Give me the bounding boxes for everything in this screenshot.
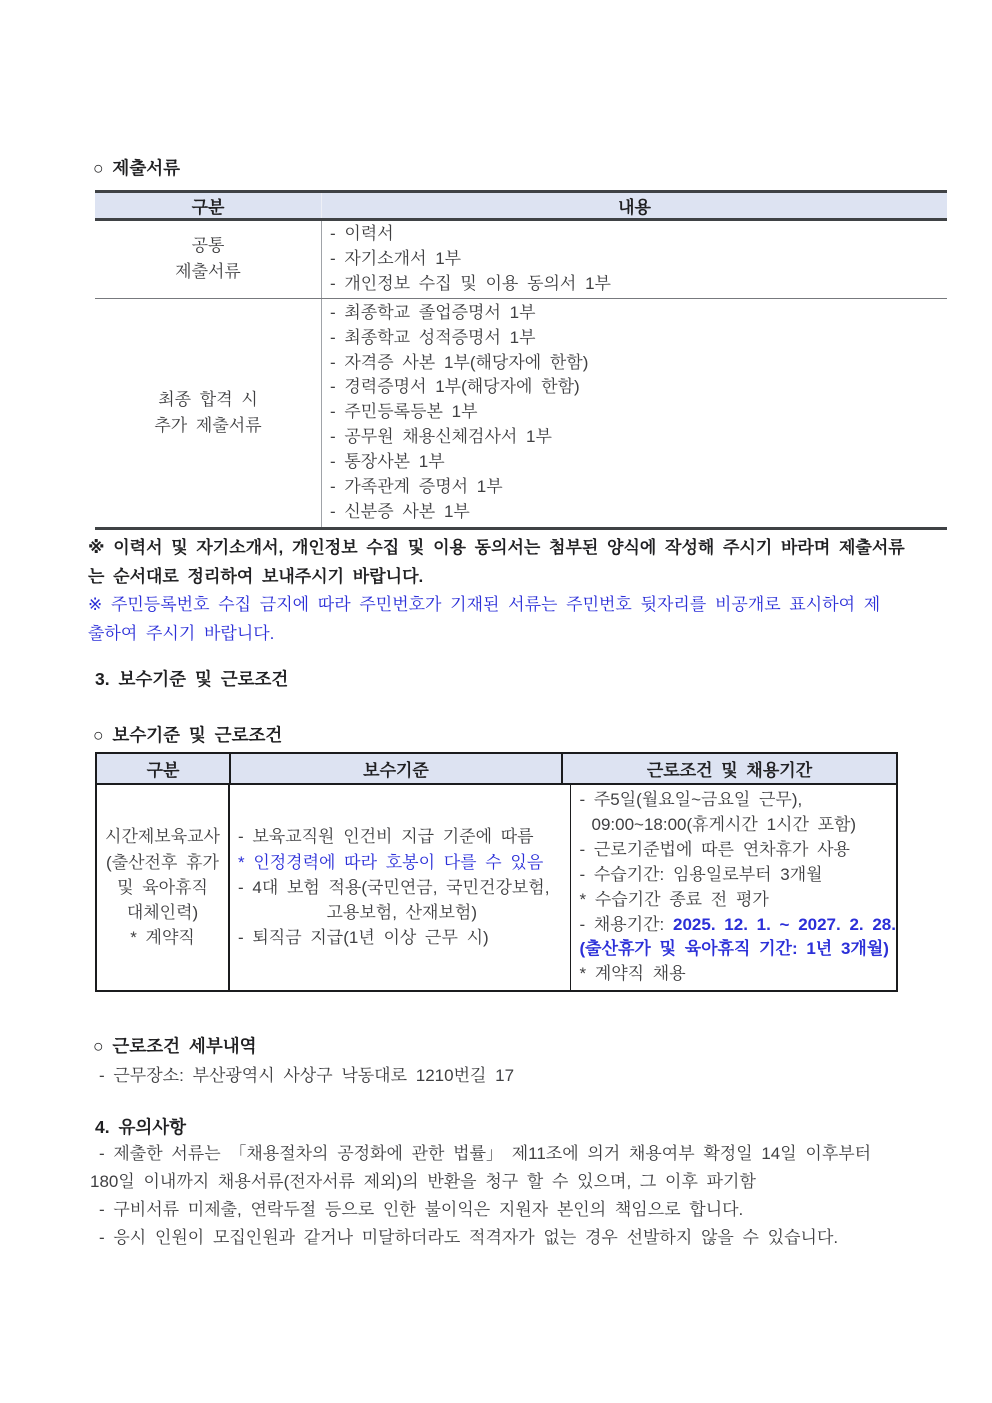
submission-table (95, 190, 947, 530)
submission-header-content: 내용 (618, 198, 651, 217)
pay-header-standard: 보수기준 (363, 761, 429, 780)
document-item: - 자기소개서 1부 (330, 248, 462, 268)
row-label-line: 최종 합격 시 (158, 389, 258, 409)
document-item: - 주민등록등본 1부 (330, 402, 478, 422)
row-content-final (322, 299, 947, 527)
hire-period-dates: 2025. 12. 1. ~ 2027. 2. 28. (673, 914, 896, 934)
document-item: - 이력서 (330, 224, 394, 243)
work-condition-line: - 주5일(월요일~금요일 근무), (579, 790, 803, 809)
hire-period-note: (출산휴가 및 육아휴직 기간: 1년 3개월) (579, 939, 889, 959)
job-category-line: 시간제보육교사 (105, 827, 220, 847)
hire-period-line (579, 913, 896, 938)
workplace-line: - 근무장소: 부산광역시 사상구 낙동대로 1210번길 17 (99, 1066, 515, 1085)
document-item: - 자격증 사본 1부(해당자에 한함) (330, 352, 589, 372)
work-conditions-cell (571, 785, 896, 990)
row-label-line: 제출서류 (175, 262, 241, 282)
row-label-common (95, 221, 321, 298)
contract-hire-line: * 계약직 채용 (579, 964, 686, 984)
job-category-cell (97, 785, 228, 990)
table-row (95, 298, 947, 527)
row-label-line: 추가 제출서류 (154, 415, 262, 435)
caution-section-title: 4. 유의사항 (95, 1117, 187, 1137)
caution-line: - 구비서류 미제출, 연락두절 등으로 인한 불이익은 지원자 본인의 책임으로 합니다. (99, 1200, 744, 1219)
table-row (95, 221, 947, 298)
pay-subsection-title: ○ 보수기준 및 근로조건 (93, 725, 283, 745)
pay-header-conditions: 근로조건 및 채용기간 (646, 761, 813, 780)
document-item: - 통장사본 1부 (330, 452, 445, 472)
row-label-line: 공통 (191, 236, 225, 256)
pay-section-title: 3. 보수기준 및 근로조건 (95, 669, 289, 689)
pay-standard-line-cont: 고용보험, 산재보험) (326, 903, 477, 923)
work-condition-line: - 근로기준법에 따른 연차휴가 사용 (579, 839, 850, 859)
submission-notes (88, 534, 928, 648)
row-content-common (322, 221, 947, 298)
caution-line: - 제출한 서류는 「채용절차의 공정화에 관한 법률」 제11조에 의거 채용여부 확정일 14일 이후부터 (99, 1144, 872, 1163)
submission-header-gubun: 구분 (191, 198, 225, 217)
work-condition-line: * 수습기간 종료 전 평가 (579, 889, 769, 909)
submission-table-header (95, 193, 947, 221)
document-item: - 경력증명서 1부(해당자에 한함) (330, 377, 580, 397)
note-attachment-form: ※ 이력서 및 자기소개서, 개인정보 수집 및 이용 동의서는 첨부된 양식에 작성해 주시기 바라며 제출서류 (88, 538, 905, 557)
caution-line: - 응시 인원이 모집인원과 같거나 미달하더라도 적격자가 없는 경우 선발하지 않을 수 있습니다. (99, 1228, 839, 1247)
document-item: - 가족관계 증명서 1부 (330, 477, 503, 497)
document-item: - 최종학교 성적증명서 1부 (330, 327, 536, 347)
job-category-line: 및 육아휴직 (117, 877, 208, 897)
job-category-line: (출산전후 휴가 (106, 852, 219, 872)
row-label-final (95, 299, 321, 527)
pay-table-body (97, 785, 896, 990)
document-item: - 개인정보 수집 및 이용 동의서 1부 (330, 273, 611, 293)
note-resident-number-cont: 출하여 주시기 바랍니다. (88, 623, 275, 643)
caution-line: 180일 이내까지 채용서류(전자서류 제외)의 반환을 청구 할 수 있으며, 그 이후 파기함 (90, 1172, 756, 1191)
work-condition-line: - 수습기간: 임용일로부터 3개월 (579, 864, 823, 884)
pay-table-header (97, 754, 896, 785)
pay-standard-cell (230, 785, 570, 990)
document-item: - 공무원 채용신체검사서 1부 (330, 427, 552, 447)
detail-section-title: ○ 근로조건 세부내역 (93, 1036, 257, 1056)
pay-table (95, 752, 898, 992)
hire-period-label: - 채용기간: (579, 914, 674, 934)
document-item: - 최종학교 졸업증명서 1부 (330, 302, 536, 322)
pay-standard-line: - 보육교직원 인건비 지급 기준에 따름 (237, 827, 534, 847)
pay-header-gubun: 구분 (146, 761, 180, 780)
caution-lines (90, 1140, 950, 1252)
work-condition-line: 09:00~18:00(휴게시간 1시간 포함) (591, 814, 857, 834)
pay-standard-line: - 퇴직금 지급(1년 이상 근무 시) (237, 928, 489, 948)
submission-section-title: ○ 제출서류 (93, 158, 181, 178)
note-attachment-form-cont: 는 순서대로 정리하여 보내주시기 바랍니다. (88, 566, 424, 586)
pay-standard-note: * 인정경력에 따라 호봉이 다를 수 있음 (237, 852, 544, 872)
document-item: - 신분증 사본 1부 (330, 501, 470, 521)
note-resident-number: ※ 주민등록번호 수집 금지에 따라 주민번호가 기재된 서류는 주민번호 뒷자리를 비공개로 표시하여 제 (88, 595, 881, 614)
job-category-line: 대체인력) (126, 903, 199, 923)
job-category-line: * 계약직 (130, 928, 195, 948)
pay-standard-line: - 4대 보험 적용(국민연금, 국민건강보험, (237, 877, 550, 897)
